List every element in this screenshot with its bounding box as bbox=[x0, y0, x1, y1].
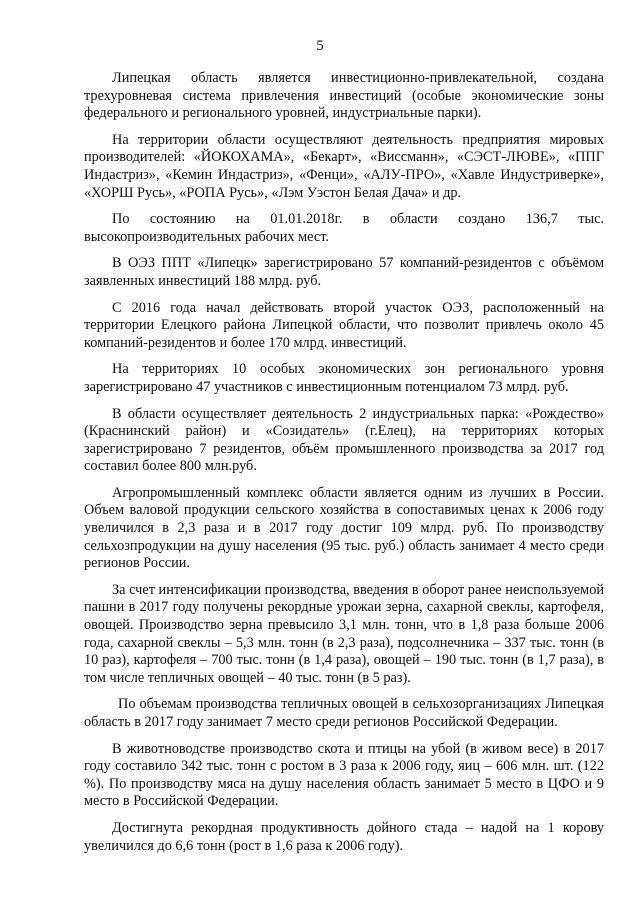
paragraph-agro-complex: Агропромышленный комплекс области является одним из лучших в России. Объем валовой продукции сельского хозяйства в сопоставимых ценах к 2006 году увеличился в 2,3 раза и в 2017 году достиг 109 млрд. руб. По производству сельхозпродукции на душу населения (95 тыс. руб.) область занимает 4 место среди регионов России. bbox=[84, 484, 604, 572]
page-number: 5 bbox=[316, 38, 324, 54]
paragraph-oez-lipetsk: В ОЭЗ ППТ «Липецк» зарегистрировано 57 компаний-резидентов с объёмом заявленных инвестиций 188 млрд. руб. bbox=[84, 255, 604, 289]
paragraph-investment-attractiveness: Липецкая область является инвестиционно-привлекательной, создана трехуровневая система привлечения инвестиций (особые экономические зоны федерального и регионального уровней, индустриальные парки). bbox=[84, 70, 604, 122]
paragraph-world-manufacturers: На территории области осуществляют деятельность предприятия мировых производителей: «ЙОКОХАМА», «Бекарт», «Виссманн», «СЭСТ-ЛЮВЕ», «ППГ Индастриз», «Кемин Индастриз», «Фенци», «АЛУ-ПРО», «Хавле Индустриверке», «ХОРШ Русь», «РОПА Русь», «Лэм Уэстон Белая Дача» и др. bbox=[84, 131, 604, 201]
document-body bbox=[84, 70, 604, 864]
paragraph-greenhouse-vegetables: По объемам производства тепличных овощей в сельхозорганизациях Липецкая область в 2017 году занимает 7 место среди регионов Российской Федерации. bbox=[84, 696, 604, 730]
paragraph-regional-zones: На территориях 10 особых экономических зон регионального уровня зарегистрировано 47 участников с инвестиционным потенциалом 73 млрд. руб. bbox=[84, 361, 604, 395]
paragraph-industrial-parks: В области осуществляет деятельность 2 индустриальных парка: «Рождество» (Краснинский район) и «Созидатель» (г.Елец), на территориях которых зарегистрировано 7 резидентов, объём промышленного производства за 2017 год составил более 800 млн.руб. bbox=[84, 405, 604, 475]
paragraph-dairy-productivity: Достигнута рекордная продуктивность дойного стада – надой на 1 корову увеличился до 6,6 тонн (рост в 1,6 раза к 2006 году). bbox=[84, 819, 604, 854]
paragraph-record-harvests: За счет интенсификации производства, введения в оборот ранее неиспользуемой пашни в 2017 году получены рекордные урожаи зерна, сахарной свеклы, картофеля, овощей. Производство зерна превысило 3,1 млн. тонн, что в 1,8 раза больше 2006 года, сахарной свеклы – 5,3 млн. тонн (в 2,3 раза), подсолнечника – 337 тыс. тонн (в 10 раз), картофеля – 700 тыс. тонн (в 1,4 раза), овощей – 190 тыс. тонн (в 1,7 раза), в том числе тепличных овощей – 40 тыс. тонн (в 5 раз). bbox=[84, 581, 604, 686]
paragraph-jobs-created: По состоянию на 01.01.2018г. в области создано 136,7 тыс. высокопроизводительных рабочих мест. bbox=[84, 211, 604, 245]
paragraph-second-oez-site: С 2016 года начал действовать второй участок ОЭЗ, расположенный на территории Елецкого района Липецкой области, что позволит привлечь около 45 компаний-резидентов и более 170 млрд. инвестиций. bbox=[84, 299, 604, 351]
paragraph-livestock: В животноводстве производство скота и птицы на убой (в живом весе) в 2017 году составило 342 тыс. тонн с ростом в 3 раза к 2006 году, яиц – 606 млн. шт. (122 %). По производству мяса на душу населения область занимает 5 место в ЦФО и 9 место в Российской Федерации. bbox=[84, 740, 604, 810]
